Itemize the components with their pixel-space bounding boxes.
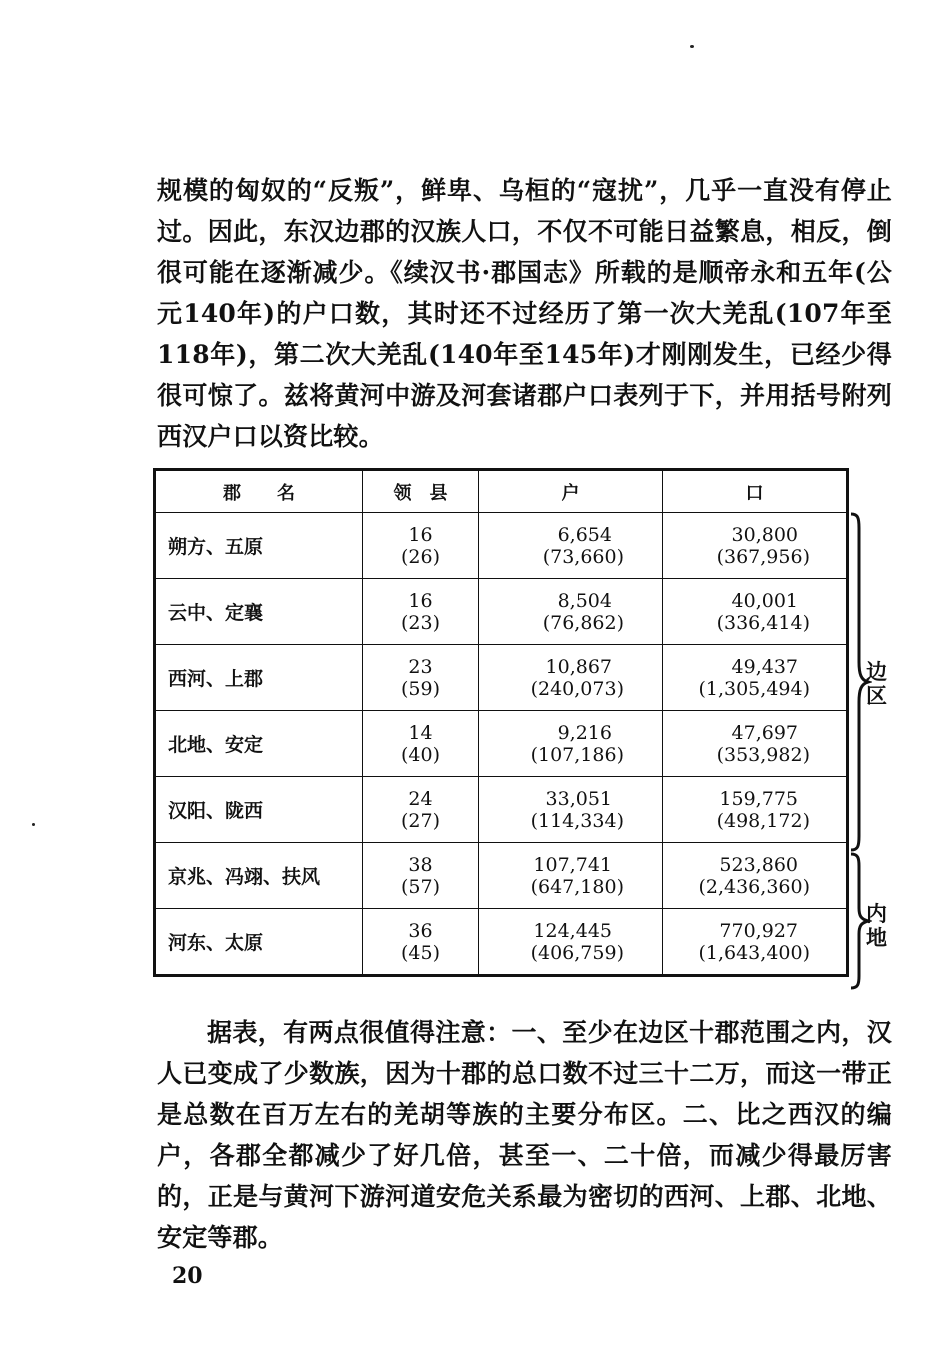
header-population: 口 bbox=[663, 470, 848, 513]
population-eh: 159,775 bbox=[719, 787, 798, 810]
households-xh: (647,180) bbox=[530, 875, 624, 898]
table-row bbox=[155, 843, 848, 909]
label-inland-char1: 内 bbox=[866, 902, 887, 926]
households-xh: (107,186) bbox=[530, 743, 624, 766]
households-eh: 6,654 bbox=[557, 523, 612, 546]
scan-speck bbox=[32, 823, 35, 826]
header-commandery: 郡 名 bbox=[155, 470, 363, 513]
table-row bbox=[155, 579, 848, 645]
page-number: 20 bbox=[172, 1263, 203, 1289]
table-row bbox=[155, 777, 848, 843]
table-row bbox=[155, 513, 848, 579]
population-xh: (336,414) bbox=[716, 611, 810, 634]
header-counties: 领 县 bbox=[363, 470, 479, 513]
counties-xh: (27) bbox=[400, 809, 440, 832]
commandery-name: 北地、安定 bbox=[155, 711, 363, 777]
header-households: 户 bbox=[479, 470, 663, 513]
counties-eh: 36 bbox=[408, 919, 433, 942]
households-xh: (76,862) bbox=[542, 611, 624, 634]
population-xh: (2,436,360) bbox=[698, 875, 810, 898]
table-row bbox=[155, 645, 848, 711]
households-eh: 107,741 bbox=[533, 853, 612, 876]
counties-eh: 23 bbox=[408, 655, 433, 678]
population-eh: 47,697 bbox=[731, 721, 798, 744]
population-eh: 49,437 bbox=[731, 655, 798, 678]
households-xh: (73,660) bbox=[542, 545, 624, 568]
households-xh: (240,073) bbox=[530, 677, 624, 700]
label-border-region bbox=[866, 660, 887, 708]
population-eh: 30,800 bbox=[731, 523, 798, 546]
population-xh: (498,172) bbox=[716, 809, 810, 832]
table-row bbox=[155, 909, 848, 976]
population-xh: (367,956) bbox=[716, 545, 810, 568]
households-eh: 9,216 bbox=[557, 721, 612, 744]
label-border-char2: 区 bbox=[866, 684, 887, 708]
households-xh: (114,334) bbox=[530, 809, 624, 832]
table-header-row bbox=[155, 470, 848, 513]
counties-xh: (26) bbox=[400, 545, 440, 568]
body-paragraph-2: 据表，有两点很值得注意：一、至少在边区十郡范围之内，汉人已变成了少数族，因为十郡的总口数不过三十二万，而这一带正是总数在百万左右的羌胡等族的主要分布区。二、比之西汉的编户，各郡全都减少了好几倍，甚至一、二十倍，而减少得最厉害的，正是与黄河下游河道安危关系最为密切的西河、上郡、北地、安定等郡。 bbox=[157, 1018, 892, 1252]
households-eh: 33,051 bbox=[545, 787, 612, 810]
scan-speck bbox=[690, 45, 694, 48]
population-xh: (1,643,400) bbox=[698, 941, 810, 964]
population-xh: (1,305,494) bbox=[698, 677, 810, 700]
counties-xh: (40) bbox=[400, 743, 440, 766]
body-paragraph: 规模的匈奴的“反叛”，鲜卑、乌桓的“寇扰”，几乎一直没有停止过。因此，东汉边郡的汉族人口，不仅不可能日益繁息，相反，倒很可能在逐渐减少。《续汉书·郡国志》所载的是顺帝永和五年(公元140年)的户口数，其时还不过经历了第一次大羌乱(107年至118年)，第二次大羌乱(140年至145年)才刚刚发生，已经少得很可惊了。兹将黄河中游及河套诸郡户口表列于下，并用括号附列西汉户口以资比较。 bbox=[157, 176, 892, 451]
commandery-name: 河东、太原 bbox=[155, 909, 363, 976]
counties-xh: (59) bbox=[400, 677, 440, 700]
table-row bbox=[155, 711, 848, 777]
households-eh: 124,445 bbox=[533, 919, 612, 942]
counties-xh: (45) bbox=[400, 941, 440, 964]
census-table-wrap bbox=[153, 468, 849, 977]
households-eh: 8,504 bbox=[557, 589, 612, 612]
counties-eh: 16 bbox=[408, 589, 433, 612]
counties-xh: (23) bbox=[400, 611, 440, 634]
population-eh: 523,860 bbox=[719, 853, 798, 876]
commandery-name: 云中、定襄 bbox=[155, 579, 363, 645]
census-table bbox=[153, 468, 849, 977]
label-inland-region bbox=[866, 902, 887, 950]
population-eh: 770,927 bbox=[719, 919, 798, 942]
counties-eh: 14 bbox=[408, 721, 433, 744]
commandery-name: 西河、上郡 bbox=[155, 645, 363, 711]
population-xh: (353,982) bbox=[716, 743, 810, 766]
commandery-name: 京兆、冯翊、扶风 bbox=[155, 843, 363, 909]
counties-eh: 24 bbox=[408, 787, 433, 810]
label-inland-char2: 地 bbox=[866, 926, 887, 950]
households-xh: (406,759) bbox=[530, 941, 624, 964]
commandery-name: 朔方、五原 bbox=[155, 513, 363, 579]
counties-eh: 16 bbox=[408, 523, 433, 546]
commandery-name: 汉阳、陇西 bbox=[155, 777, 363, 843]
label-border-char1: 边 bbox=[866, 660, 887, 684]
counties-eh: 38 bbox=[408, 853, 433, 876]
population-eh: 40,001 bbox=[731, 589, 798, 612]
counties-xh: (57) bbox=[400, 875, 440, 898]
households-eh: 10,867 bbox=[545, 655, 612, 678]
